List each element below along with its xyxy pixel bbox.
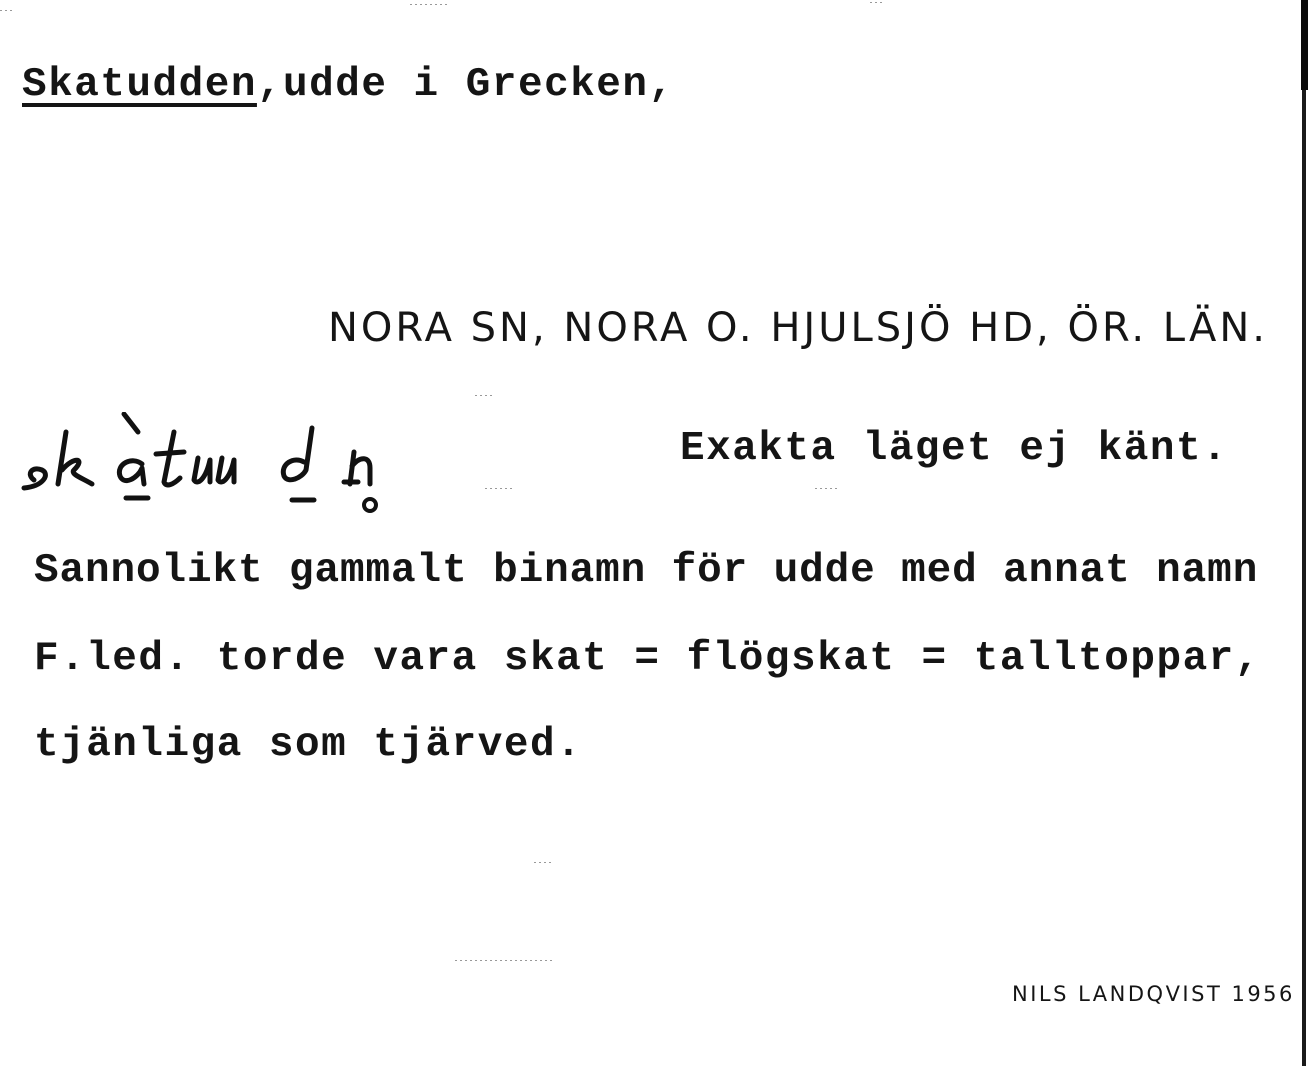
scan-speck xyxy=(455,960,555,961)
headword-description: ,udde i Grecken, xyxy=(256,62,675,108)
handwritten-pronunciation xyxy=(14,412,404,522)
scan-speck xyxy=(485,488,515,489)
headword: Skatudden xyxy=(22,62,257,108)
comment-line-3: tjänliga som tjärved. xyxy=(34,722,583,768)
scan-speck xyxy=(815,488,837,489)
scan-speck xyxy=(0,10,14,11)
parish-stamp: NORA SN, NORA O. HJULSJÖ HD, ÖR. LÄN. xyxy=(328,305,1268,351)
comment-line-2: F.led. torde vara skat = flögskat = talltoppar, xyxy=(34,636,1261,682)
scan-speck xyxy=(870,2,884,3)
scan-speck xyxy=(534,862,554,863)
location-note: Exakta läget ej känt. xyxy=(680,426,1229,472)
scan-speck xyxy=(410,4,450,5)
author-signature-stamp: NILS LANDQVIST 1956 xyxy=(1012,982,1295,1006)
scan-speck xyxy=(475,395,493,396)
card-edge-line xyxy=(1302,0,1306,1066)
card-edge-mark xyxy=(1301,0,1308,90)
comment-line-1: Sannolikt gammalt binamn för udde med annat namn xyxy=(34,548,1259,594)
card-heading xyxy=(22,62,675,108)
